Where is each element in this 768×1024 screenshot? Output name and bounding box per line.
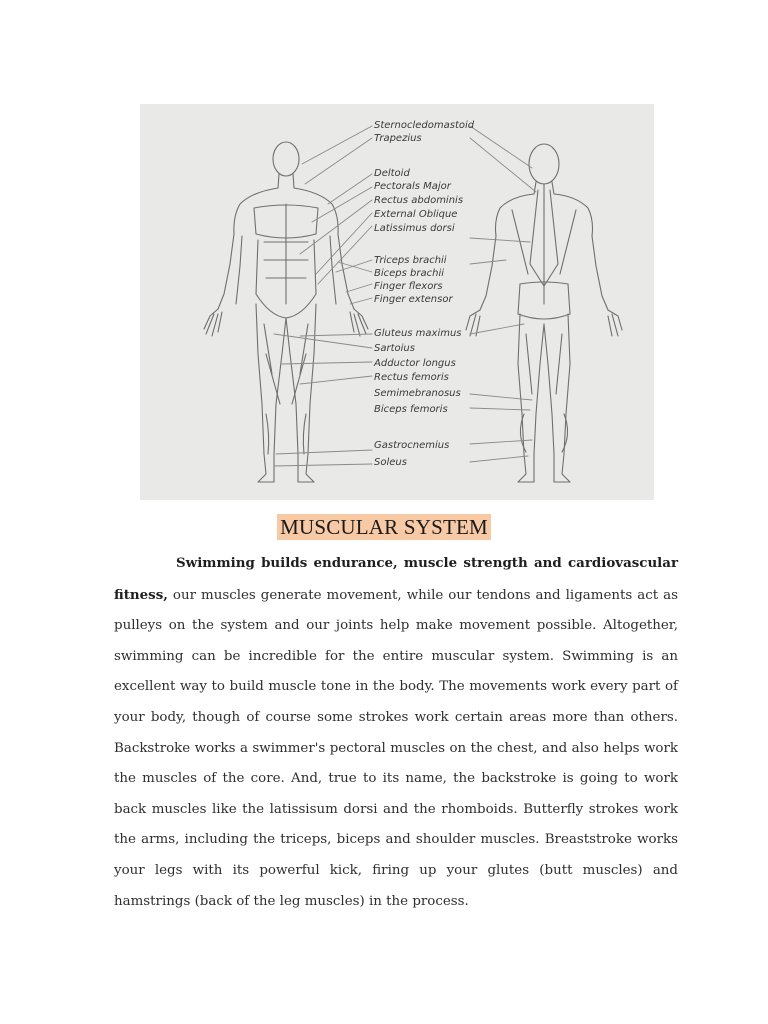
paragraph-lead: Swimming builds endurance, muscle strength and cardiovascular fitness,	[114, 555, 678, 603]
label-gluteus-maximus: Gluteus maximus	[374, 328, 462, 339]
label-deltoid: Deltoid	[374, 168, 410, 179]
label-biceps-brachii: Biceps brachii	[374, 268, 445, 279]
body-paragraph	[114, 548, 678, 917]
label-finger-extensor: Finger extensor	[374, 294, 453, 305]
label-sternocleidomastoid: Sternocledomastoid	[374, 120, 475, 131]
label-soleus: Soleus	[374, 457, 407, 468]
label-rectus-abdominis: Rectus abdominis	[374, 195, 464, 206]
label-gastrocnemius: Gastrocnemius	[374, 440, 450, 451]
label-triceps-brachii: Triceps brachii	[374, 255, 447, 266]
label-external-oblique: External Oblique	[374, 209, 458, 220]
section-title: MUSCULAR SYSTEM	[277, 514, 491, 540]
label-finger-flexors: Finger flexors	[374, 281, 443, 292]
label-pectorals-major: Pectorals Major	[374, 181, 451, 192]
label-rectus-femoris: Rectus femoris	[374, 372, 449, 383]
title-wrapper	[0, 514, 768, 540]
muscular-diagram-figure	[140, 104, 654, 500]
back-body-outline	[466, 144, 622, 482]
label-biceps-femoris: Biceps femoris	[374, 404, 448, 415]
label-sartorius: Sartoius	[374, 343, 415, 354]
paragraph-body: our muscles generate movement, while our tendons and ligaments act as pulleys on the system and our joints help make movement possible. Altogether, swimming can be incredible for the entire muscular system. Swimming is an excellent way to build muscle tone in the body. The movements work every part of your body, though of course some strokes work certain areas more than others. Backstroke works a swimmer's pectoral muscles on the chest, and also helps work the muscles of the core. And, true to its name, the backstroke is going to work back muscles like the latissisum dorsi and the rhomboids. Butterfly strokes work the arms, including the triceps, biceps and shoulder muscles. Breaststroke works your legs with its powerful kick, firing up your glutes (butt muscles) and hamstrings (back of the leg muscles) in the process.	[114, 587, 678, 909]
label-semimembranosus: Semimebranosus	[374, 388, 461, 399]
label-latissimus-dorsi: Latissimus dorsi	[374, 223, 455, 234]
label-adductor-longus: Adductor longus	[374, 358, 456, 369]
label-trapezius: Trapezius	[374, 133, 422, 144]
